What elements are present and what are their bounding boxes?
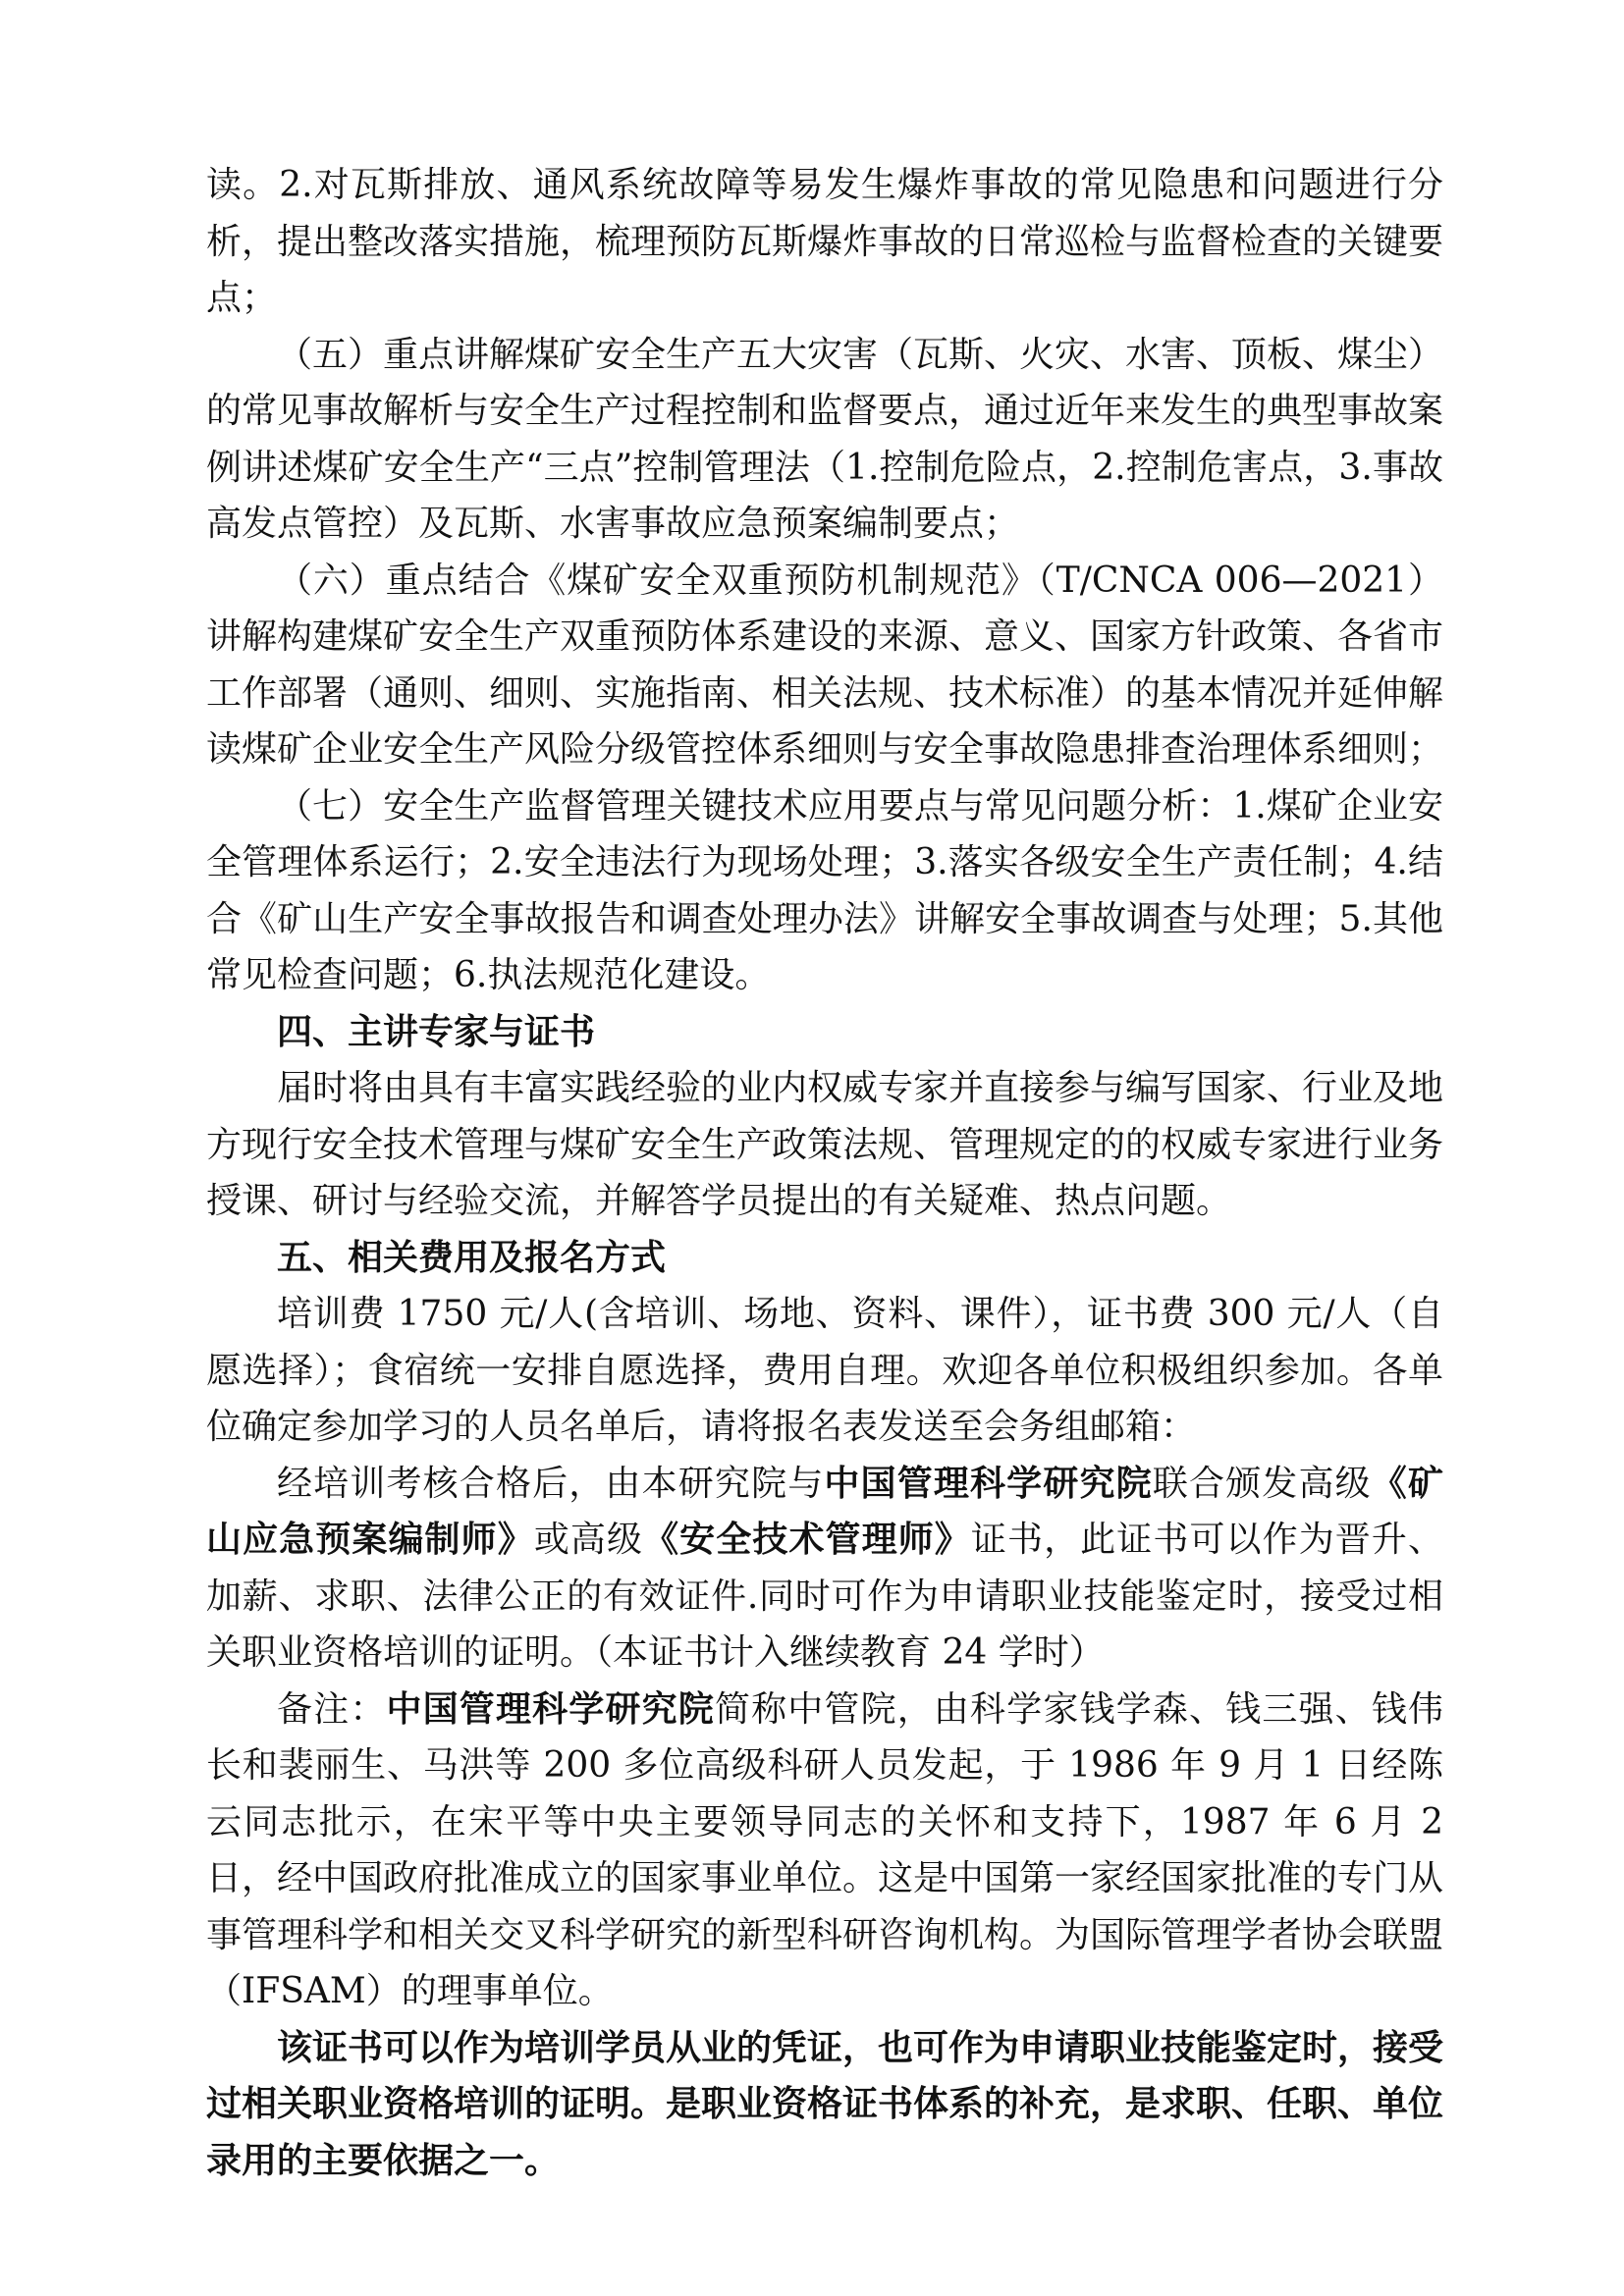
cert-text-d: 证书，此证书可以作为晋升、加薪、求职、法律公正的有效证件.同时可作为申请职业技能鉴定时，接受过相关职业资格培训的证明。（本证书计入继续教育 24 学时） bbox=[206, 1520, 1443, 1673]
paragraph-certificate bbox=[206, 1456, 1443, 1682]
paragraph-closing: 该证书可以作为培训学员从业的凭证，也可作为申请职业技能鉴定时，接受过相关职业资格培训的证明。是职业资格证书体系的补充，是求职、任职、单位录用的主要依据之一。 bbox=[206, 2026, 1444, 2181]
cert-text-b: 联合颁发高级 bbox=[1152, 1463, 1372, 1504]
section-heading-experts: 四、主讲专家与证书 bbox=[277, 1010, 596, 1052]
note-org-name: 中国管理科学研究院 bbox=[386, 1687, 715, 1730]
cert-title-1: 《矿山应急预案编制师》 bbox=[206, 1462, 1443, 1560]
paragraph-item-6: （六）重点结合《煤矿安全双重预防机制规范》（T/CNCA 006—2021）讲解构建煤矿安全生产双重预防体系建设的来源、意义、国家方针政策、各省市工作部署（通则、细则、实施指南、相关法规、技术标准）的基本情况并延伸解读煤矿企业安全生产风险分级管控体系细则与安全事故隐患排查治理体系细则； bbox=[206, 560, 1444, 770]
cert-text-a: 经培训考核合格后，由本研究院与 bbox=[277, 1463, 825, 1504]
paragraph-continuation: 读。2.对瓦斯排放、通风系统故障等易发生爆炸事故的常见隐患和问题进行分析，提出整改落实措施，梳理预防瓦斯爆炸事故的日常巡检与监督检查的关键要点； bbox=[206, 165, 1444, 318]
paragraph-note bbox=[206, 1682, 1443, 2020]
paragraph-item-5: （五）重点讲解煤矿安全生产五大灾害（瓦斯、火灾、水害、顶板、煤尘）的常见事故解析与安全生产过程控制和监督要点，通过近年来发生的典型事故案例讲述煤矿安全生产“三点”控制管理法（1.控制危险点，2.控制危害点，3.事故高发点管控）及瓦斯、水害事故应急预案编制要点； bbox=[206, 334, 1444, 544]
note-label: 备注： bbox=[277, 1688, 387, 1730]
document-page bbox=[206, 157, 1443, 2189]
cert-text-c: 或高级 bbox=[533, 1520, 644, 1560]
cert-title-2: 《安全技术管理师》 bbox=[643, 1519, 971, 1560]
paragraph-fees: 培训费 1750 元/人(含培训、场地、资料、课件），证书费 300 元/人（自愿选择）；食宿统一安排自愿选择，费用自理。欢迎各单位积极组织参加。各单位确定参加学习的人员名单后，请将报名表发送至会务组邮箱： bbox=[206, 1294, 1443, 1447]
cert-org-name: 中国管理科学研究院 bbox=[824, 1462, 1153, 1504]
paragraph-item-7: （七）安全生产监督管理关键技术应用要点与常见问题分析：1.煤矿企业安全管理体系运行；2.安全违法行为现场处理；3.落实各级安全生产责任制；4.结合《矿山生产安全事故报告和调查处理办法》讲解安全事故调查与处理；5.其他常见检查问题；6.执法规范化建设。 bbox=[206, 785, 1443, 995]
note-text: 简称中管院，由科学家钱学森、钱三强、钱伟长和裴丽生、马洪等 200 多位高级科研人员发起，于 1986 年 9 月 1 日经陈云同志批示，在宋平等中央主要领导同志的关怀和支持下，1987 年 6 月 2 日，经中国政府批准成立的国家事业单位。这是中国第一家经国家批准的专门从事管理科学和相关交叉科学研究的新型科研咨询机构。为国际管理学者协会联盟（IFSAM）的理事单位。 bbox=[206, 1688, 1444, 2011]
section-heading-fees: 五、相关费用及报名方式 bbox=[277, 1236, 667, 1278]
paragraph-experts: 届时将由具有丰富实践经验的业内权威专家并直接参与编写国家、行业及地方现行安全技术管理与煤矿安全生产政策法规、管理规定的的权威专家进行业务授课、研讨与经验交流，并解答学员提出的有关疑难、热点问题。 bbox=[206, 1068, 1444, 1221]
